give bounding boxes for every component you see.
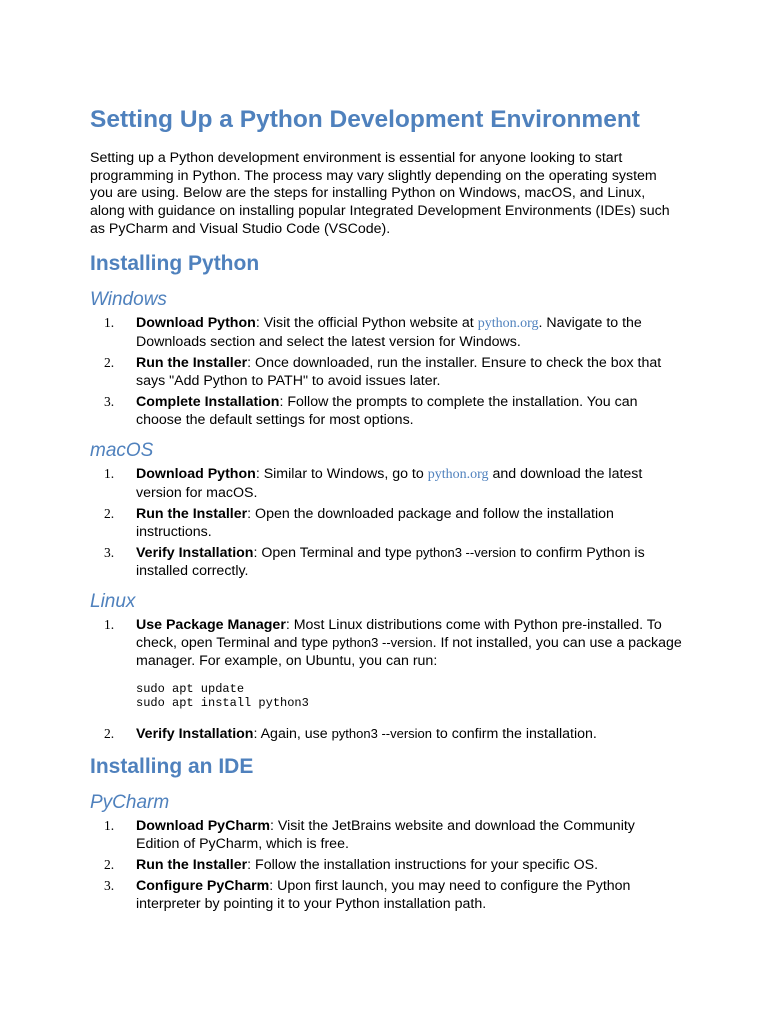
code-block: sudo apt update sudo apt install python3: [136, 681, 309, 711]
python-org-link[interactable]: python.org: [427, 466, 489, 482]
inline-command: python3 --version: [332, 634, 433, 650]
list-number: 3.: [104, 544, 115, 560]
pycharm-steps-list: [90, 817, 682, 913]
subsection-heading-pycharm: PyCharm: [90, 791, 170, 813]
list-number: 1.: [104, 817, 115, 833]
step-text: : Open the downloaded package and follow the installation instructions.: [136, 505, 614, 540]
list-number: 2.: [104, 856, 115, 872]
list-number: 1.: [104, 465, 115, 481]
step-text: to confirm the installation.: [432, 725, 597, 742]
list-item: [90, 725, 682, 743]
list-number: 2.: [104, 354, 115, 370]
macos-steps-list: [90, 465, 682, 580]
step-text: : Again, use: [253, 725, 332, 742]
list-item: [90, 544, 682, 580]
step-label: Download PyCharm: [136, 817, 271, 834]
step-text: . Navigate to the Downloads section and select the latest version for Windows.: [136, 314, 642, 350]
list-number: 1.: [104, 314, 115, 330]
step-text: : Visit the official Python website at: [255, 314, 478, 331]
list-number: 2.: [104, 725, 115, 741]
list-item: [90, 393, 682, 429]
subsection-heading-macos: macOS: [90, 439, 154, 461]
step-text: : Most Linux distributions come with Python pre-installed. To check, open Terminal and type: [136, 616, 662, 651]
document-content: [90, 104, 682, 923]
section-heading-installing-python: Installing Python: [90, 251, 260, 275]
step-text: : Upon first launch, you may need to configure the Python interpreter by pointing it to your Python installation path.: [136, 877, 631, 912]
step-text: to confirm Python is installed correctly.: [136, 544, 645, 579]
list-number: 3.: [104, 877, 115, 893]
list-item: [90, 314, 682, 351]
step-label: Verify Installation: [136, 725, 254, 742]
list-number: 2.: [104, 505, 115, 521]
inline-command: python3 --version: [415, 544, 517, 560]
subsection-heading-windows: Windows: [90, 288, 167, 310]
step-text: and download the latest version for macOS.: [136, 465, 643, 501]
list-number: 1.: [104, 616, 115, 632]
list-item: [90, 505, 682, 541]
step-label: Download Python: [136, 314, 256, 331]
step-label: Configure PyCharm: [136, 877, 270, 894]
step-text: : Similar to Windows, go to: [255, 465, 428, 482]
step-text: : Visit the JetBrains website and download the Community Edition of PyCharm, which is free.: [136, 817, 635, 852]
step-text: . If not installed, you can use a package manager. For example, on Ubuntu, you can run:: [136, 634, 682, 669]
inline-command: python3 --version: [331, 725, 433, 741]
list-item: [90, 877, 682, 913]
step-text: : Follow the prompts to complete the installation. You can choose the default settings for most options.: [136, 393, 638, 428]
step-label: Verify Installation: [136, 544, 254, 561]
step-label: Run the Installer: [136, 856, 248, 873]
list-item: [90, 856, 682, 874]
list-number: 3.: [104, 393, 115, 409]
list-item: [90, 354, 682, 390]
list-item: [90, 616, 682, 711]
list-item: [90, 817, 682, 853]
intro-paragraph: Setting up a Python development environment is essential for anyone looking to start programming in Python. The process may vary slightly depending on the operating system you are using. Below are the steps for installing Python on Windows, macOS, and Linux, along with guidance on installing popular Integrated Development Environments (IDEs) such as PyCharm and Visual Studio Code (VSCode).: [90, 150, 670, 237]
step-label: Use Package Manager: [136, 616, 286, 633]
windows-steps-list: [90, 314, 682, 429]
step-text: : Follow the installation instructions for your specific OS.: [247, 856, 599, 873]
document-title: Setting Up a Python Development Environment: [90, 106, 640, 133]
step-label: Download Python: [136, 465, 256, 482]
step-text: : Once downloaded, run the installer. Ensure to check the box that says "Add Python to PATH" to avoid issues later.: [136, 354, 662, 389]
list-item: [90, 465, 682, 502]
step-label: Complete Installation: [136, 393, 280, 410]
linux-steps-list: [90, 616, 682, 743]
subsection-heading-linux: Linux: [90, 590, 136, 612]
python-org-link[interactable]: python.org: [477, 315, 539, 331]
step-label: Run the Installer: [136, 354, 248, 371]
step-label: Run the Installer: [136, 505, 248, 522]
section-heading-installing-ide: Installing an IDE: [90, 754, 254, 778]
step-text: : Open Terminal and type: [253, 544, 416, 561]
